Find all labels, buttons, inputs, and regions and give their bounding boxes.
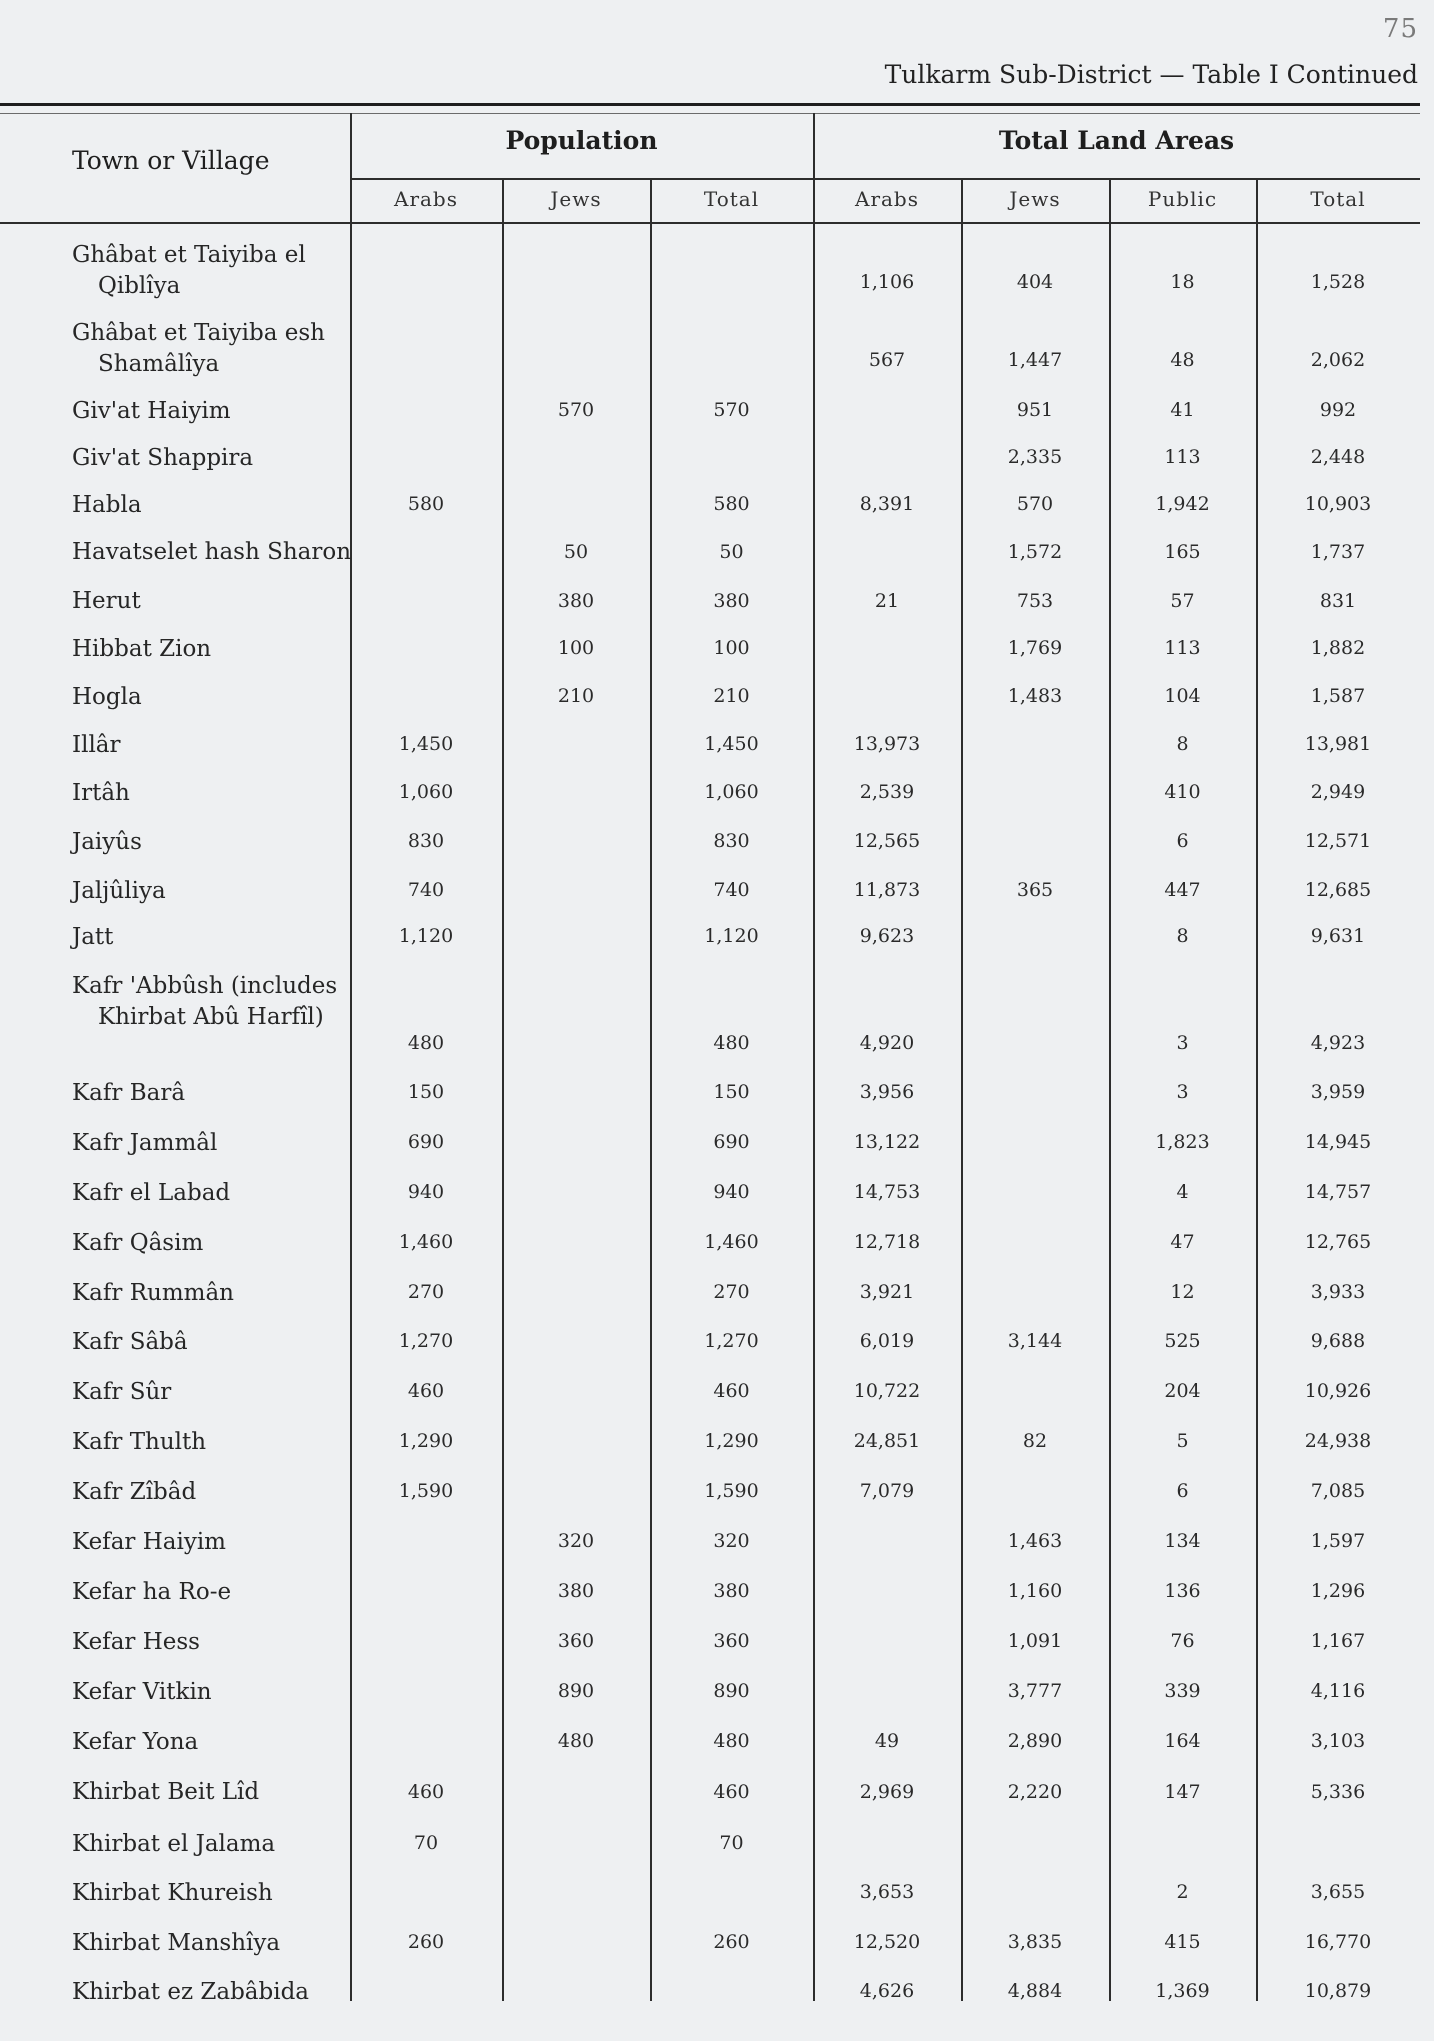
cell-land-arabs: 4,626 <box>859 1980 915 2002</box>
cell-land-public: 113 <box>1164 446 1201 468</box>
cell-land-total: 10,926 <box>1304 1380 1372 1402</box>
cell-pop-arabs: 740 <box>407 879 445 901</box>
town-name: Kafr Thulth <box>72 1429 207 1455</box>
cell-land-arabs: 1,106 <box>859 271 915 293</box>
cell-land-public: 104 <box>1164 685 1201 707</box>
cell-pop-total: 1,290 <box>704 1430 759 1452</box>
cell-land-arabs: 14,753 <box>853 1181 921 1203</box>
cell-land-public: 5 <box>1176 1430 1189 1452</box>
town-name: Kefar Vitkin <box>72 1679 212 1705</box>
cell-pop-total: 100 <box>713 637 750 659</box>
cell-pop-arabs: 260 <box>407 1931 445 1953</box>
cell-land-total: 12,571 <box>1304 830 1372 852</box>
town-name: Irtâh <box>72 780 130 806</box>
cell-land-public: 525 <box>1164 1330 1201 1352</box>
page-number: 75 <box>1382 14 1418 44</box>
cell-land-arabs: 10,722 <box>853 1380 921 1402</box>
cell-pop-jews: 380 <box>557 590 595 612</box>
cell-land-total: 2,949 <box>1310 781 1366 803</box>
cell-pop-total: 480 <box>713 1730 750 1752</box>
cell-pop-total: 70 <box>719 1832 744 1854</box>
cell-land-jews: 404 <box>1016 271 1054 293</box>
cell-land-jews: 365 <box>1016 879 1054 901</box>
cell-land-public: 165 <box>1164 541 1201 563</box>
cell-pop-total: 830 <box>713 830 750 852</box>
cell-land-total: 1,597 <box>1310 1530 1366 1552</box>
cell-land-public: 1,369 <box>1155 1980 1210 2002</box>
cell-land-public: 447 <box>1164 879 1201 901</box>
town-name: Jaiyûs <box>72 829 142 855</box>
cell-land-total: 5,336 <box>1310 1781 1366 1803</box>
town-name: Kafr el Labad <box>72 1180 231 1206</box>
cell-pop-jews: 570 <box>557 399 595 421</box>
cell-pop-total: 1,450 <box>704 733 759 755</box>
cell-land-total: 1,882 <box>1310 637 1366 659</box>
header-total-land-areas: Total Land Areas <box>998 126 1235 155</box>
header-land-arabs: Arabs <box>855 187 919 211</box>
cell-land-jews: 82 <box>1022 1430 1048 1452</box>
cell-land-total: 1,587 <box>1310 685 1366 707</box>
town-name: Giv'at Shappira <box>72 445 254 471</box>
cell-land-jews: 2,220 <box>1007 1781 1063 1803</box>
cell-land-total: 12,765 <box>1304 1231 1372 1253</box>
cell-land-total: 3,655 <box>1310 1881 1366 1903</box>
cell-pop-arabs: 460 <box>407 1380 445 1402</box>
town-name: Illâr <box>72 732 121 758</box>
cell-land-total: 2,448 <box>1310 446 1366 468</box>
header-population: Population <box>505 126 658 155</box>
town-name: Ghâbat et Taiyiba esh Shamâlîya <box>72 320 325 377</box>
cell-land-public: 339 <box>1164 1680 1201 1702</box>
cell-land-total: 3,103 <box>1310 1730 1366 1752</box>
cell-land-public: 6 <box>1176 830 1189 852</box>
cell-land-public: 1,942 <box>1155 493 1210 515</box>
cell-pop-total: 460 <box>713 1380 750 1402</box>
cell-land-public: 3 <box>1176 1032 1189 1054</box>
cell-pop-arabs: 580 <box>407 493 445 515</box>
cell-pop-total: 320 <box>713 1530 750 1552</box>
cell-land-jews: 1,769 <box>1007 637 1063 659</box>
cell-land-total: 3,933 <box>1310 1281 1366 1303</box>
cell-land-arabs: 6,019 <box>859 1330 915 1352</box>
cell-land-total: 9,631 <box>1310 925 1366 947</box>
cell-land-public: 12 <box>1170 1281 1195 1303</box>
cell-land-public: 57 <box>1170 590 1195 612</box>
cell-pop-total: 150 <box>713 1081 750 1103</box>
cell-land-public: 48 <box>1170 349 1195 371</box>
town-name: Kafr Zîbâd <box>72 1479 197 1505</box>
town-name: Giv'at Haiyim <box>72 398 231 424</box>
cell-land-total: 10,879 <box>1304 1980 1372 2002</box>
cell-land-jews: 3,144 <box>1007 1330 1063 1352</box>
cell-pop-total: 690 <box>713 1131 750 1153</box>
cell-land-arabs: 24,851 <box>853 1430 921 1452</box>
cell-land-total: 2,062 <box>1310 349 1366 371</box>
town-name: Kafr Sâbâ <box>72 1329 188 1355</box>
cell-pop-arabs: 830 <box>407 830 445 852</box>
town-name: Khirbat Manshîya <box>72 1930 281 1956</box>
cell-pop-jews: 210 <box>557 685 595 707</box>
cell-pop-total: 570 <box>713 399 750 421</box>
cell-pop-jews: 360 <box>557 1630 595 1652</box>
cell-land-public: 76 <box>1170 1630 1195 1652</box>
cell-pop-arabs: 1,270 <box>398 1330 454 1352</box>
cell-land-public: 113 <box>1164 637 1201 659</box>
cell-land-total: 831 <box>1319 590 1357 612</box>
cell-pop-arabs: 1,290 <box>398 1430 454 1452</box>
running-title: Tulkarm Sub-District — Table I Continued <box>884 60 1418 89</box>
cell-land-total: 7,085 <box>1310 1480 1366 1502</box>
cell-land-arabs: 7,079 <box>859 1480 915 1502</box>
cell-land-arabs: 11,873 <box>853 879 921 901</box>
cell-land-total: 4,116 <box>1310 1680 1366 1702</box>
cell-land-arabs: 21 <box>874 590 900 612</box>
town-name: Khirbat ez Zabâbida <box>72 1979 310 2005</box>
cell-pop-arabs: 940 <box>407 1181 445 1203</box>
cell-land-public: 8 <box>1176 925 1189 947</box>
header-town-or-village: Town or Village <box>72 146 270 175</box>
cell-land-jews: 2,335 <box>1007 446 1063 468</box>
cell-land-jews: 1,160 <box>1007 1580 1063 1602</box>
town-name: Kefar Hess <box>72 1629 200 1655</box>
cell-land-jews: 951 <box>1016 399 1054 421</box>
cell-land-public: 47 <box>1170 1231 1195 1253</box>
cell-pop-arabs: 150 <box>407 1081 445 1103</box>
town-name: Khirbat Khureish <box>72 1880 273 1906</box>
cell-land-jews: 4,884 <box>1007 1980 1063 2002</box>
header-pop-arabs: Arabs <box>394 187 458 211</box>
town-name: Ghâbat et Taiyiba el Qiblîya <box>72 242 306 299</box>
cell-land-arabs: 9,623 <box>859 925 915 947</box>
town-name: Kafr 'Abbûsh (includes Khirbat Abû Harfîl) <box>72 973 338 1030</box>
cell-pop-jews: 100 <box>557 637 595 659</box>
cell-land-total: 12,685 <box>1304 879 1372 901</box>
cell-land-arabs: 4,920 <box>859 1032 915 1054</box>
cell-land-total: 16,770 <box>1304 1931 1372 1953</box>
cell-land-arabs: 13,973 <box>853 733 921 755</box>
cell-land-public: 164 <box>1164 1730 1201 1752</box>
cell-pop-jews: 380 <box>557 1580 595 1602</box>
cell-pop-arabs: 460 <box>407 1781 445 1803</box>
cell-pop-total: 890 <box>713 1680 750 1702</box>
cell-pop-total: 210 <box>713 685 750 707</box>
cell-pop-arabs: 690 <box>407 1131 445 1153</box>
cell-pop-total: 460 <box>713 1781 750 1803</box>
header-land-total: Total <box>1310 187 1366 211</box>
cell-land-total: 3,959 <box>1310 1081 1366 1103</box>
cell-land-arabs: 3,921 <box>859 1281 915 1303</box>
cell-pop-total: 50 <box>719 541 744 563</box>
town-name: Hibbat Zion <box>72 636 212 662</box>
cell-pop-total: 1,270 <box>704 1330 759 1352</box>
cell-pop-jews: 50 <box>563 541 589 563</box>
cell-land-public: 18 <box>1170 271 1195 293</box>
town-name: Jaljûliya <box>72 878 166 904</box>
header-pop-total: Total <box>703 187 760 211</box>
town-name: Kefar Yona <box>72 1729 199 1755</box>
cell-land-public: 204 <box>1164 1380 1201 1402</box>
cell-land-jews: 753 <box>1016 590 1054 612</box>
cell-land-public: 8 <box>1176 733 1189 755</box>
cell-land-arabs: 13,122 <box>853 1131 921 1153</box>
town-name: Kafr Barâ <box>72 1080 186 1106</box>
cell-pop-arabs: 1,060 <box>398 781 454 803</box>
cell-land-public: 147 <box>1164 1781 1201 1803</box>
cell-land-jews: 570 <box>1016 493 1054 515</box>
cell-pop-total: 1,060 <box>704 781 759 803</box>
cell-pop-jews: 890 <box>557 1680 595 1702</box>
cell-land-public: 3 <box>1176 1081 1189 1103</box>
town-name: Hogla <box>72 684 142 710</box>
cell-pop-total: 1,460 <box>704 1231 759 1253</box>
cell-land-jews: 2,890 <box>1007 1730 1063 1752</box>
cell-land-public: 415 <box>1164 1931 1201 1953</box>
cell-land-jews: 1,483 <box>1007 685 1063 707</box>
cell-land-arabs: 3,956 <box>859 1081 915 1103</box>
header-land-jews: Jews <box>1009 187 1061 211</box>
cell-land-arabs: 3,653 <box>859 1881 915 1903</box>
cell-land-public: 134 <box>1164 1530 1201 1552</box>
cell-pop-total: 1,120 <box>704 925 759 947</box>
town-name: Kafr Sûr <box>72 1379 172 1405</box>
cell-pop-total: 270 <box>713 1281 750 1303</box>
town-name: Khirbat el Jalama <box>72 1831 276 1857</box>
town-name: Kafr Rummân <box>72 1280 234 1306</box>
cell-land-arabs: 12,565 <box>853 830 921 852</box>
cell-land-jews: 1,091 <box>1007 1630 1063 1652</box>
cell-land-total: 1,296 <box>1310 1580 1366 1602</box>
cell-land-total: 13,981 <box>1304 733 1372 755</box>
cell-land-public: 2 <box>1176 1881 1189 1903</box>
town-name: Kefar ha Ro-e <box>72 1579 232 1605</box>
cell-land-public: 6 <box>1176 1480 1189 1502</box>
town-name: Herut <box>72 588 141 614</box>
cell-pop-jews: 480 <box>557 1730 595 1752</box>
cell-land-total: 1,737 <box>1310 541 1366 563</box>
town-name: Habla <box>72 492 142 518</box>
cell-pop-arabs: 480 <box>407 1032 445 1054</box>
cell-land-arabs: 12,718 <box>853 1231 921 1253</box>
cell-land-jews: 1,463 <box>1007 1530 1063 1552</box>
cell-land-total: 992 <box>1319 399 1357 421</box>
cell-pop-total: 1,590 <box>704 1480 759 1502</box>
cell-land-public: 136 <box>1164 1580 1201 1602</box>
cell-pop-jews: 320 <box>557 1530 595 1552</box>
cell-pop-arabs: 1,590 <box>398 1480 454 1502</box>
town-name: Havatselet hash Sharon <box>72 539 352 565</box>
cell-pop-arabs: 1,450 <box>398 733 454 755</box>
cell-land-total: 24,938 <box>1304 1430 1372 1452</box>
header-land-public: Public <box>1147 187 1218 211</box>
cell-land-arabs: 567 <box>868 349 906 371</box>
cell-land-total: 14,757 <box>1304 1181 1372 1203</box>
cell-pop-total: 740 <box>713 879 750 901</box>
cell-pop-arabs: 70 <box>413 1832 439 1854</box>
cell-land-total: 9,688 <box>1310 1330 1366 1352</box>
cell-land-arabs: 2,539 <box>859 781 915 803</box>
town-name: Kafr Jammâl <box>72 1130 218 1156</box>
cell-land-public: 1,823 <box>1155 1131 1210 1153</box>
cell-pop-arabs: 270 <box>407 1281 445 1303</box>
cell-pop-arabs: 1,460 <box>398 1231 454 1253</box>
cell-land-jews: 3,777 <box>1007 1680 1063 1702</box>
town-name: Kefar Haiyim <box>72 1529 226 1555</box>
cell-land-public: 4 <box>1176 1181 1189 1203</box>
town-name: Khirbat Beit Lîd <box>72 1779 260 1805</box>
cell-land-arabs: 8,391 <box>859 493 915 515</box>
cell-pop-arabs: 1,120 <box>398 925 454 947</box>
cell-land-arabs: 2,969 <box>859 1781 915 1803</box>
cell-land-jews: 1,572 <box>1007 541 1063 563</box>
cell-pop-total: 360 <box>713 1630 750 1652</box>
cell-land-total: 14,945 <box>1304 1131 1372 1153</box>
town-name: Kafr Qâsim <box>72 1230 204 1256</box>
cell-pop-total: 380 <box>713 590 750 612</box>
cell-land-total: 1,167 <box>1310 1630 1366 1652</box>
cell-pop-total: 380 <box>713 1580 750 1602</box>
town-name: Jatt <box>72 924 114 950</box>
cell-land-total: 10,903 <box>1304 493 1372 515</box>
cell-pop-total: 260 <box>713 1931 750 1953</box>
cell-pop-total: 480 <box>713 1032 750 1054</box>
cell-land-public: 41 <box>1170 399 1195 421</box>
cell-land-jews: 1,447 <box>1007 349 1063 371</box>
cell-pop-total: 580 <box>713 493 750 515</box>
cell-land-public: 410 <box>1164 781 1201 803</box>
header-pop-jews: Jews <box>550 187 602 211</box>
cell-land-arabs: 12,520 <box>853 1931 921 1953</box>
cell-land-total: 1,528 <box>1310 271 1366 293</box>
cell-land-total: 4,923 <box>1310 1032 1366 1054</box>
cell-land-jews: 3,835 <box>1007 1931 1063 1953</box>
cell-pop-total: 940 <box>713 1181 750 1203</box>
cell-land-arabs: 49 <box>874 1730 900 1752</box>
